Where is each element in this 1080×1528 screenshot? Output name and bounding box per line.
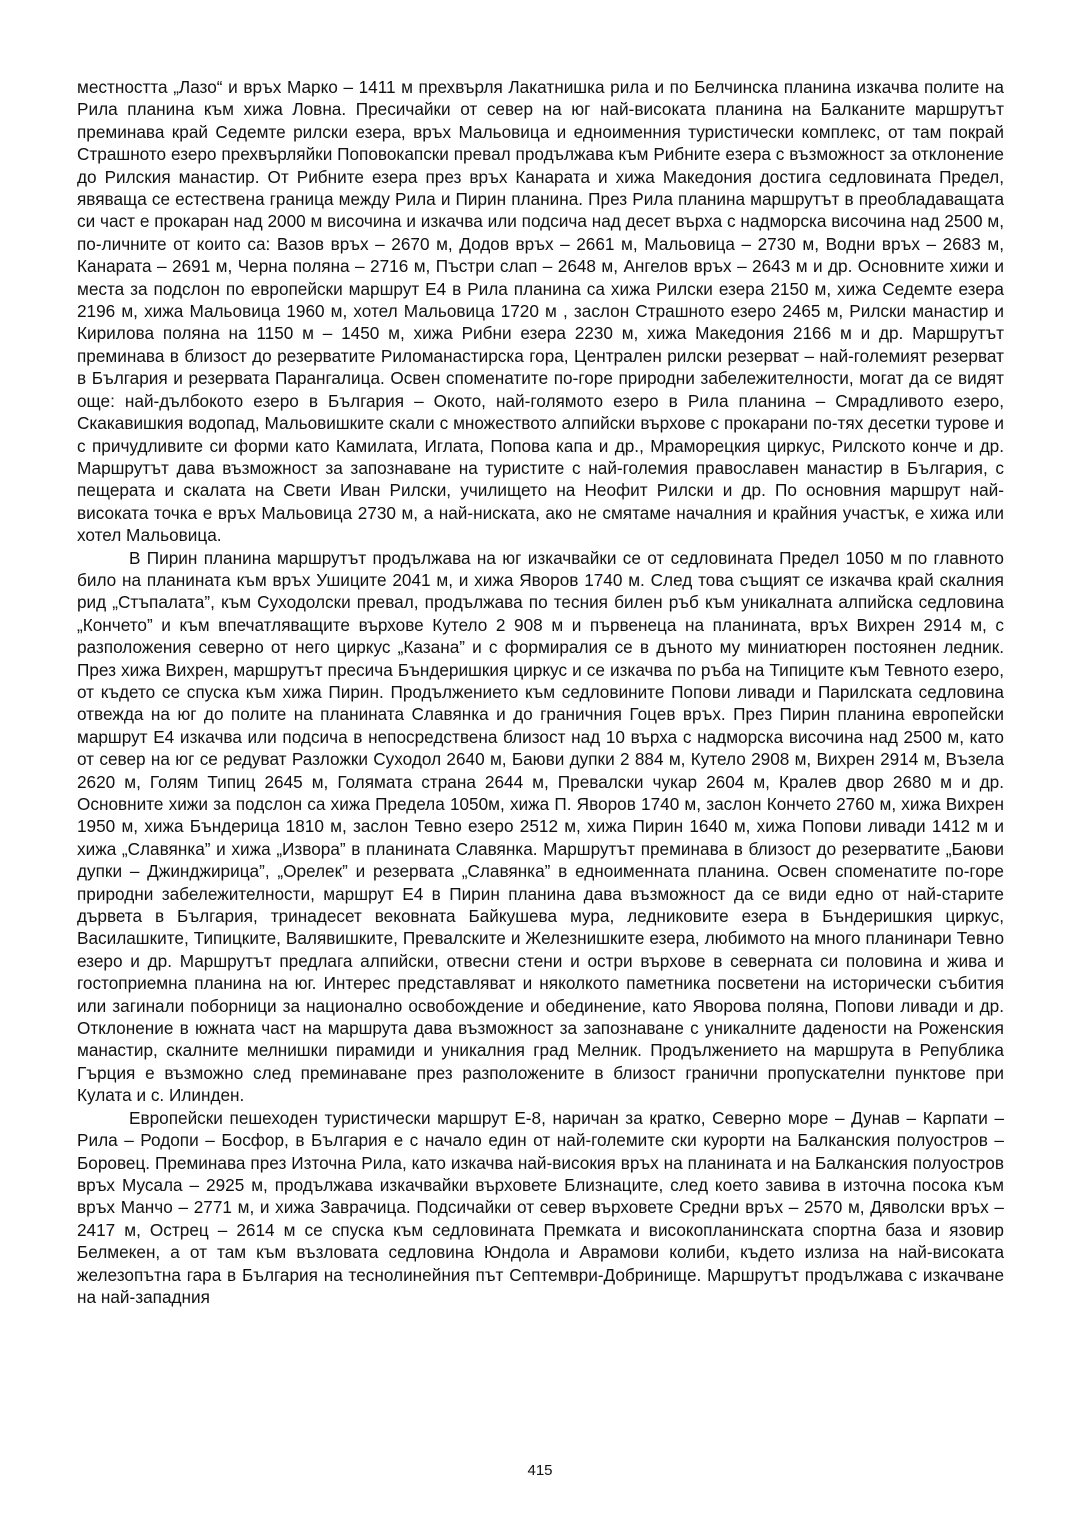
body-text	[77, 76, 1004, 1308]
paragraph-rila: местността „Лазо“ и връх Марко – 1411 м прехвърля Лакатнишка рила и по Белчинска планина изкачва полите на Рила планина към хижа Ловна. Пресичайки от север на юг най-високата планина на Балканите маршрутът преминава край Седемте рилски езера, връх Мальовица и едноименния туристически комплекс, от там покрай Страшното езеро прехвърляйки Поповокапски превал продължава към Рибните езера с възможност за отклонение до Рилския манастир. От Рибните езера през връх Канарата и хижа Македония достига седловината Предел, явяваща се естествена граница между Рила и Пирин планина. През Рила планина маршрутът в преобладаващата си част е прокаран над 2000 м височина и изкачва или подсича над десет върха с надморска височина над 2500 м, по-личните от които са: Вазов връх – 2670 м, Додов връх – 2661 м, Мальовица – 2730 м, Водни връх – 2683 м, Канарата – 2691 м, Черна поляна – 2716 м, Пъстри слап – 2648 м, Ангелов връх – 2643 м и др. Основните хижи и места за подслон по европейски маршрут Е4 в Рила планина са хижа Рилски езера 2150 м, хижа Седемте езера 2196 м, хижа Мальовица 1960 м, хотел Мальовица 1720 м , заслон Страшното езеро 2465 м, Рилски манастир и Кирилова поляна на 1150 м – 1450 м, хижа Рибни езера 2230 м, хижа Македония 2166 м и др. Маршрутът преминава в близост до резерватите Риломанастирска гора, Централен рилски резерват – най-големият резерват в България и резервата Парангалица. Освен споменатите по-горе природни забележителности, могат да се видят още: най-дълбокото езеро в България – Окото, най-голямото езеро в Рила планина – Смрадливото езеро, Скакавишкия водопад, Мальовишките скали с множеството алпийски върхове с прокарани по-тях десетки турове и с причудливите си форми като Камилата, Иглата, Попова капа и др., Мраморецкия циркус, Рилското конче и др. Маршрутът дава възможност за запознаване на туристите с най-големия православен манастир в България, с пещерата и скалата на Свети Иван Рилски, училището на Неофит Рилски и др. По основния маршрут най-високата точка е връх Мальовица 2730 м, а най-ниската, ако не смятаме началния и крайния участък, е хижа или хотел Мальовица.	[77, 77, 1004, 546]
page-number: 415	[527, 1462, 553, 1479]
paragraph-e8-route: Европейски пешеходен туристически маршрут Е-8, наричан за кратко, Северно море – Дунав – Карпати – Рила – Родопи – Босфор, в България е с начало един от най-големите ски курорти на Балканския полуостров – Боровец. Преминава през Източна Рила, като изкачва най-високия връх на планината и на Балканския полуостров връх Мусала – 2925 м, продължава изкачвайки върховете Близнаците, след което завива в източна посока към връх Манчо – 2771 м, и хижа Заврачица. Подсичайки от север върховете Средни връх – 2570 м, Дяволски връх – 2417 м, Острец – 2614 м се спуска към седловината Премката и високопланинската спортна база и язовир Белмекен, а от там към възловата седловина Юндола и Аврамови колиби, където излиза на най-високата железопътна гара в България на теснолинейния път Септември-Добринище. Маршрутът продължава с изкачване на най-западния	[77, 1107, 1004, 1307]
paragraph-pirin: В Пирин планина маршрутът продължава на юг изкачвайки се от седловината Предел 1050 м по главното било на планината към връх Ушиците 2041 м, и хижа Яворов 1740 м. След това същият се изкачва край скалния рид „Стъпалата”, към Суходолски превал, продължава по тесния билен ръб към уникалната алпийска седловина „Кончето” и към впечатляващите върхове Кутело 2 908 м и първенеца на планината, връх Вихрен 2914 м, с разположения северно от него циркус „Казана” и с формиралия се в дъното му миниатюрен постоянен ледник. През хижа Вихрен, маршрутът пресича Бъндеришкия циркус и се изкачва по ръба на Типиците към Тевното езеро, от където се спуска към хижа Пирин. Продължението към седловините Попови ливади и Парилската седловина отвежда на юг до полите на планината Славянка и до граничния Гоцев връх. През Пирин планина европейски маршрут Е4 изкачва или подсича в непосредствена близост над 10 върха с надморска височина над 2500 м, като от север на юг се редуват Разложки Суходол 2640 м, Баюви дупки 2 884 м, Кутело 2908 м, Вихрен 2914 м, Възела 2620 м, Голям Типиц 2645 м, Голямата страна 2644 м, Превалски чукар 2604 м, Кралев двор 2680 м и др. Основните хижи за подслон са хижа Предела 1050м, хижа П. Яворов 1740 м, заслон Кончето 2760 м, хижа Вихрен 1950 м, хижа Бъндерица 1810 м, заслон Тевно езеро 2512 м, хижа Пирин 1640 м, хижа Попови ливади 1412 м и хижа „Славянка” и хижа „Извора” в планината Славянка. Маршрутът преминава в близост до резерватите „Баюви дупки – Джинджирица”, „Орелек” и резервата „Славянка” в едноименната планина. Освен споменатите по-горе природни забележителности, маршрут Е4 в Пирин планина дава възможност да се види едно от най-старите дървета в България, тринадесет вековната Байкушева мура, ледниковите езера в Бъндеришкия циркус, Василашките, Типицките, Валявишките, Превалските и Железнишките езера, любимото на много планинари Тевно езеро и др. Маршрутът предлага алпийски, отвесни стени и остри върхове в северната си половина и жива и гостоприемна планина на юг. Интерес представляват и няколкото паметника посветени на исторически събития или загинали поборници за национално освобождение и обединение, като Яворова поляна, Попови ливади и др. Отклонение в южната част на маршрута дава възможност за запознаване с уникалните дадености на Роженския манастир, скалните мелнишки пирамиди и уникалния град Мелник. Продължението на маршрута в Република Гърция е възможно след преминаване през разположените в близост гранични пропускателни пунктове при Кулата и с. Илинден.	[77, 547, 1004, 1106]
